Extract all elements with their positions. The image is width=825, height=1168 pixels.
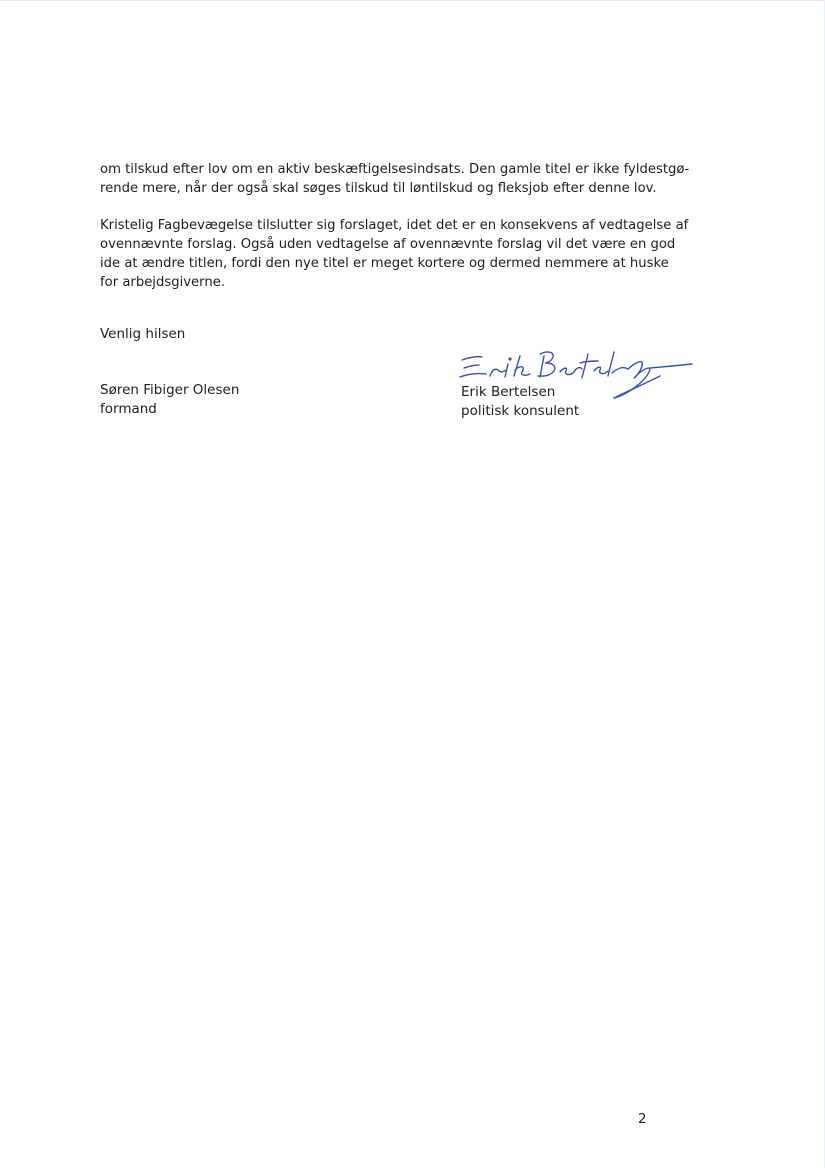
signatory-left	[100, 381, 239, 419]
text-line: Kristelig Fagbevægelse tilslutter sig forslaget, idet det er en konsekvens af vedtagelse af	[100, 218, 689, 233]
paragraph	[100, 216, 689, 292]
text-line: ovennævnte forslag. Også uden vedtagelse af ovennævnte forslag vil det være en god	[100, 237, 676, 252]
text-line: for arbejdsgiverne.	[100, 275, 226, 290]
text-line: rende mere, når der også skal søges tilskud til løntilskud og fleksjob efter denne lov.	[100, 181, 657, 196]
text-line: ide at ændre titlen, fordi den nye titel er meget kortere og dermed nemmere at huske	[100, 256, 669, 271]
signatory-name: Erik Bertelsen	[461, 384, 556, 400]
signatory-right	[461, 383, 579, 421]
signatory-name: Søren Fibiger Olesen	[100, 382, 240, 398]
closing-salutation: Venlig hilsen	[100, 326, 186, 342]
paragraph	[100, 160, 690, 198]
signatory-title: politisk konsulent	[461, 403, 580, 419]
page-number: 2	[638, 1111, 647, 1127]
signatory-title: formand	[100, 401, 157, 417]
text-line: om tilskud efter lov om en aktiv beskæftigelsesindsats. Den gamle titel er ikke fyldestgø-	[100, 162, 690, 177]
